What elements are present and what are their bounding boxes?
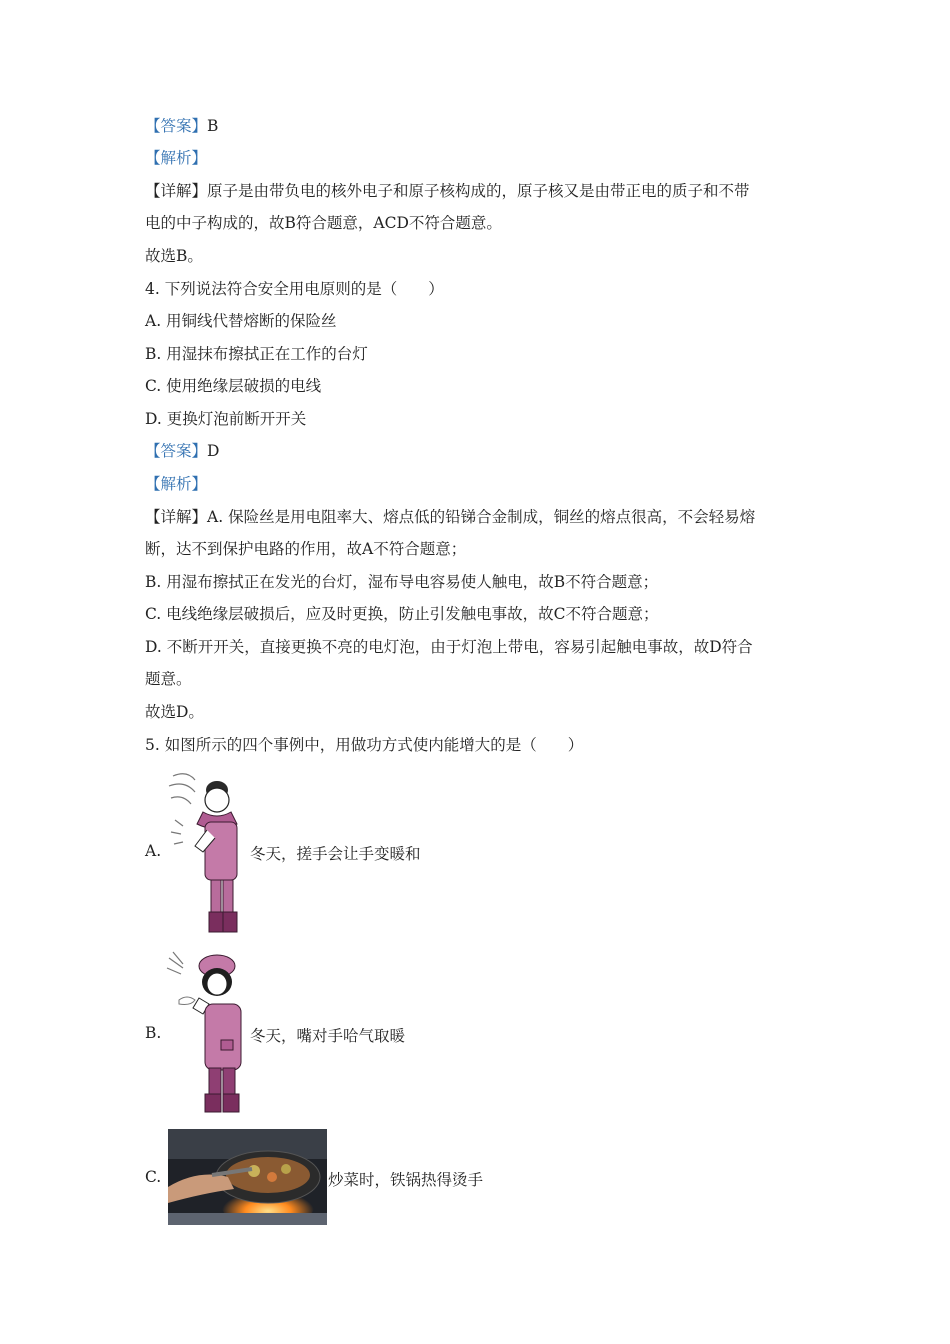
q4-option-a: A. 用铜线代替熔断的保险丝 bbox=[145, 312, 337, 330]
answer-value: D bbox=[207, 442, 220, 460]
q4-option-b: B. 用湿抹布擦拭正在工作的台灯 bbox=[145, 345, 368, 363]
q5-option-b-text: 冬天，嘴对手哈气取暖 bbox=[250, 1027, 406, 1045]
q4-stem: 4. 下列说法符合安全用电原则的是（ ） bbox=[145, 280, 444, 298]
q5-option-c-text: 炒菜时，铁锅热得烫手 bbox=[328, 1171, 484, 1189]
q4-analysis-tag: 【解析】 bbox=[145, 475, 208, 493]
q4-conclusion: 故选D。 bbox=[145, 703, 204, 721]
q3-answer-line bbox=[145, 116, 218, 136]
q4-detail-d1: D. 不断开开关，直接更换不亮的电灯泡，由于灯泡上带电，容易引起触电事故，故D符合 bbox=[145, 638, 753, 656]
q3-analysis-tag: 【解析】 bbox=[145, 149, 208, 167]
answer-tag: 【答案】 bbox=[145, 442, 208, 460]
breathing-on-hands-figure bbox=[165, 948, 250, 1116]
q4-option-c: C. 使用绝缘层破损的电线 bbox=[145, 377, 322, 395]
q4-detail-d2: 题意。 bbox=[145, 670, 192, 688]
detail-tag: 【详解】 bbox=[145, 508, 208, 526]
q5-option-c-label: C. bbox=[145, 1168, 162, 1186]
q3-detail-line2: 电的中子构成的，故B符合题意，ACD不符合题意。 bbox=[145, 214, 502, 232]
q4-detail-a2: 断，达不到保护电路的作用，故A不符合题意； bbox=[145, 540, 467, 558]
q4-detail-a1: 【详解】A. 保险丝是用电阻率大、熔点低的铅锑合金制成，铜丝的熔点很高，不会轻易熔 bbox=[145, 508, 756, 526]
q4-option-d: D. 更换灯泡前断开开关 bbox=[145, 410, 307, 428]
q3-detail-line1: 【详解】原子是由带负电的核外电子和原子核构成的，原子核又是由带正电的质子和不带 bbox=[145, 182, 750, 200]
detail-tag: 【详解】 bbox=[145, 182, 208, 200]
rubbing-hands-figure bbox=[165, 768, 253, 936]
q4-answer-line bbox=[145, 441, 219, 461]
answer-value: B bbox=[207, 117, 219, 135]
q4-detail-b: B. 用湿布擦拭正在发光的台灯，湿布导电容易使人触电，故B不符合题意； bbox=[145, 573, 659, 591]
wok-cooking-photo bbox=[168, 1129, 327, 1225]
q5-option-a-label: A. bbox=[145, 842, 162, 860]
q3-conclusion: 故选B。 bbox=[145, 247, 203, 265]
q5-option-a-text: 冬天，搓手会让手变暖和 bbox=[250, 845, 421, 863]
answer-tag: 【答案】 bbox=[145, 117, 208, 135]
q5-option-b-label: B. bbox=[145, 1024, 162, 1042]
q5-stem: 5. 如图所示的四个事例中，用做功方式使内能增大的是（ ） bbox=[145, 736, 584, 754]
q4-detail-c: C. 电线绝缘层破损后，应及时更换，防止引发触电事故，故C不符合题意； bbox=[145, 605, 659, 623]
